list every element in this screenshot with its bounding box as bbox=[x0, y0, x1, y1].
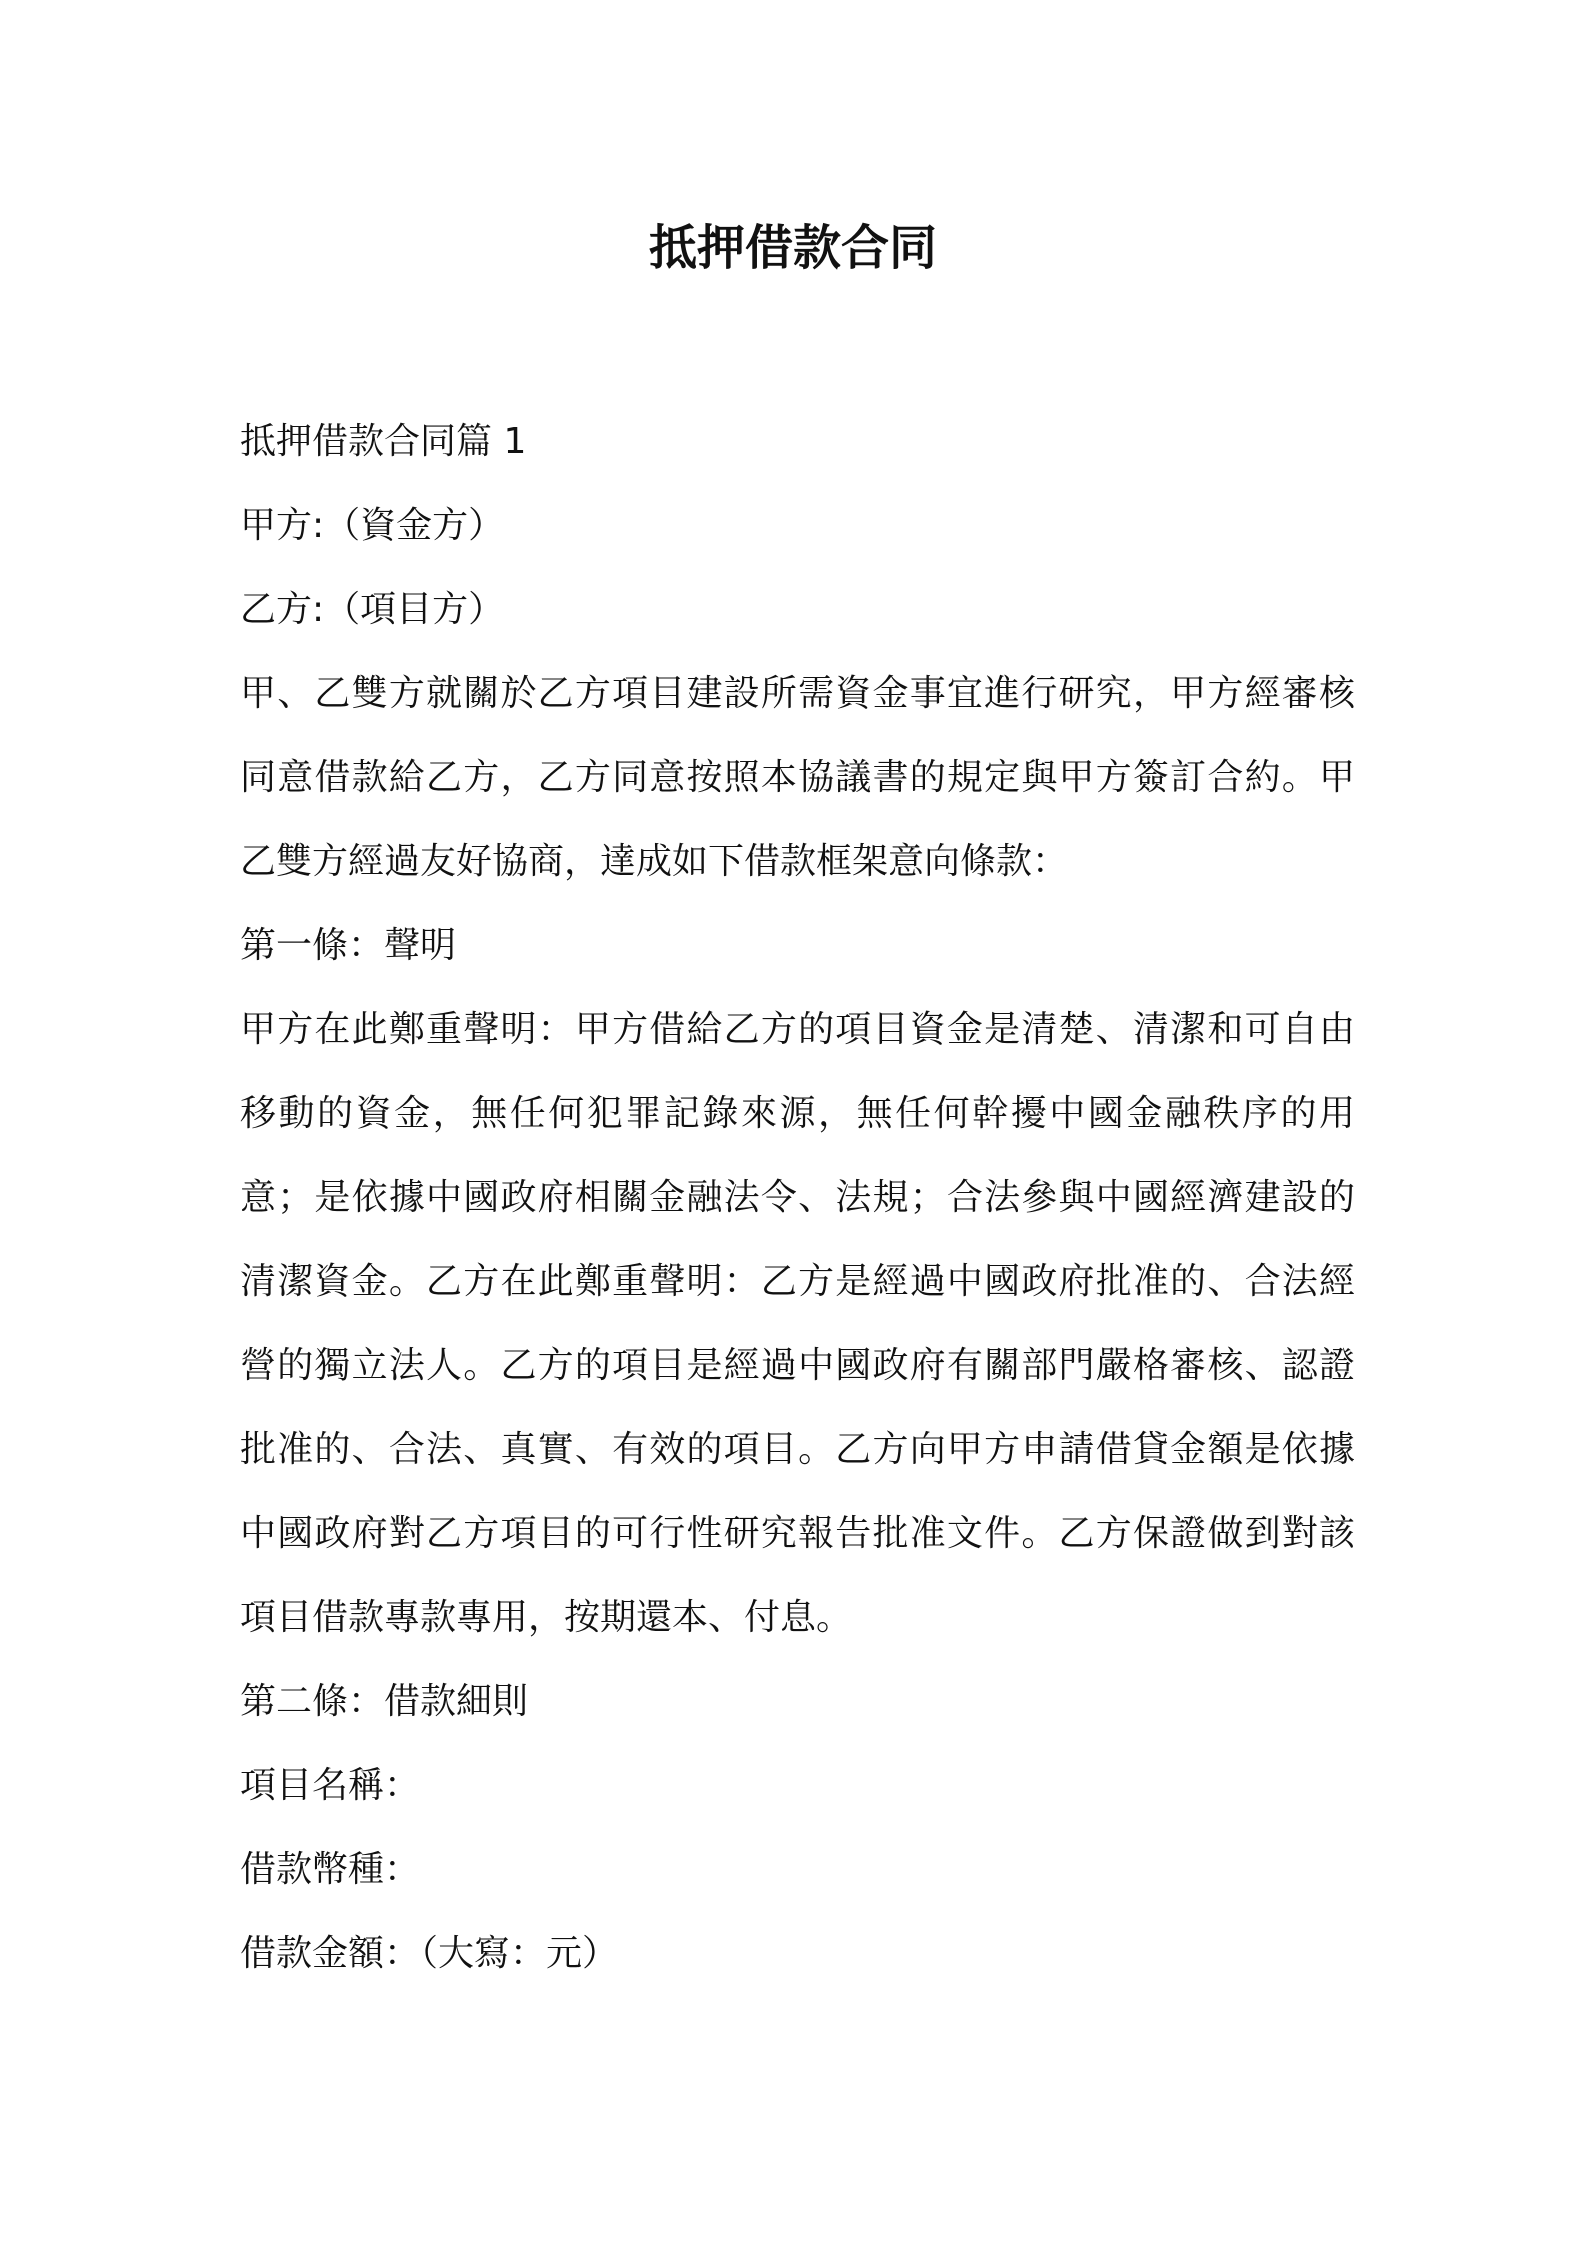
project-name-field: 項目名稱： bbox=[240, 1765, 421, 1806]
loan-currency-field: 借款幣種： bbox=[240, 1849, 421, 1890]
document-title: 抵押借款合同 bbox=[648, 220, 937, 276]
preamble-paragraph: 甲、乙雙方就關於乙方項目建設所需資金事宜進行研究，甲方經審核同意借款給乙方，乙方同意按照本協議書的規定與甲方簽訂合約。甲乙雙方經過友好協商，達成如下借款框架意向條款： bbox=[240, 673, 1355, 882]
party-a-line: 甲方:（資金方） bbox=[240, 505, 505, 546]
article-1-heading: 第一條：聲明 bbox=[240, 925, 457, 966]
document-body bbox=[240, 400, 1355, 1996]
loan-amount-field: 借款金額：（大寫：元） bbox=[240, 1933, 619, 1974]
article-1-paragraph: 甲方在此鄭重聲明：甲方借給乙方的項目資金是清楚、清潔和可自由移動的資金，無任何犯罪記錄來源，無任何幹擾中國金融秩序的用意；是依據中國政府相關金融法令、法規；合法參與中國經濟建設的清潔資金。乙方在此鄭重聲明：乙方是經過中國政府批准的、合法經營的獨立法人。乙方的項目是經過中國政府有關部門嚴格審核、認證批准的、合法、真實、有效的項目。乙方向甲方申請借貸金額是依據中國政府對乙方項目的可行性研究報告批准文件。乙方保證做到對該項目借款專款專用，按期還本、付息。 bbox=[240, 1009, 1355, 1638]
party-b-line: 乙方:（項目方） bbox=[240, 589, 505, 630]
section-heading: 抵押借款合同篇 1 bbox=[240, 421, 527, 462]
article-2-heading: 第二條：借款細則 bbox=[240, 1681, 529, 1722]
